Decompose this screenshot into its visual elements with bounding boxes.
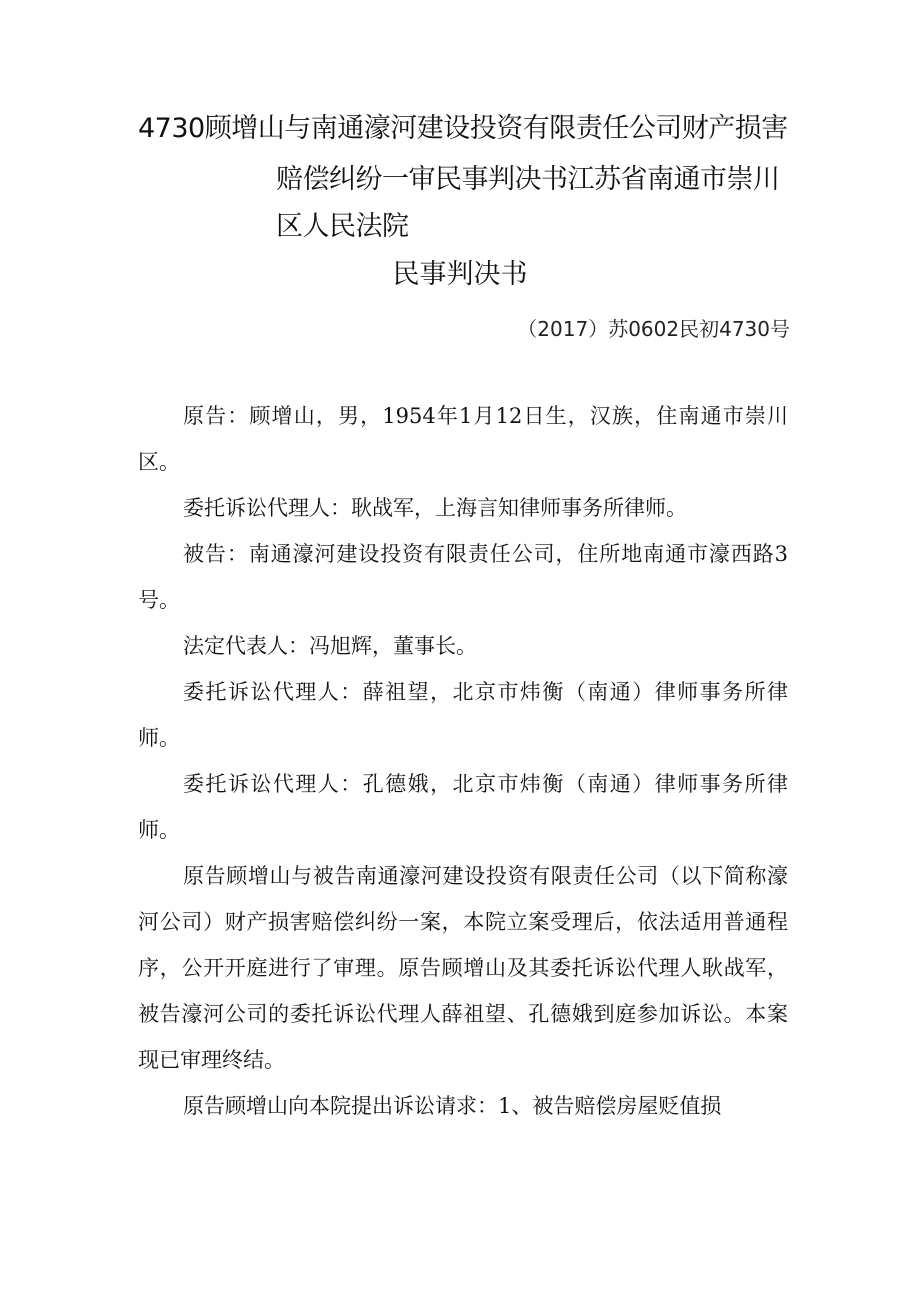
paragraph-defendant-agent-2: 委托诉讼代理人：孔德娥，北京市炜衡（南通）律师事务所律师。 xyxy=(138,772,788,842)
paragraph-legal-representative: 法定代表人：冯旭辉，董事长。 xyxy=(183,634,477,658)
paragraph-claims: 原告顾增山向本院提出诉讼请求：1、被告赔偿房屋贬值损 xyxy=(183,1094,722,1118)
document-title-line-2: 赔偿纠纷一审民事判决书江苏省南通市崇川 xyxy=(276,164,780,195)
document-subtitle: 民事判决书 xyxy=(392,259,528,290)
paragraph-case-summary: 原告顾增山与被告南通濠河建设投资有限责任公司（以下简称濠河公司）财产损害赔偿纠纷一案，本院立案受理后，依法适用普通程序，公开开庭进行了审理。原告顾增山及其委托诉讼代理人耿战军，被告濠河公司的委托诉讼代理人薛祖望、孔德娥到庭参加诉讼。本案现已审理终结。 xyxy=(138,864,788,1072)
paragraph-defendant: 被告：南通濠河建设投资有限责任公司，住所地南通市濠西路3号。 xyxy=(138,542,788,612)
document-title-line-1: 4730顾增山与南通濠河建设投资有限责任公司财产损害 xyxy=(138,113,788,144)
document-title-line-3: 区人民法院 xyxy=(276,211,409,242)
document-body xyxy=(138,393,788,1129)
paragraph-plaintiff-agent: 委托诉讼代理人：耿战军，上海言知律师事务所律师。 xyxy=(183,496,687,520)
paragraph-defendant-agent-1: 委托诉讼代理人：薛祖望，北京市炜衡（南通）律师事务所律师。 xyxy=(138,680,788,750)
case-number: （2017）苏0602民初4730号 xyxy=(517,317,790,341)
paragraph-plaintiff: 原告：顾增山，男，1954年1月12日生，汉族，住南通市崇川区。 xyxy=(138,404,788,474)
